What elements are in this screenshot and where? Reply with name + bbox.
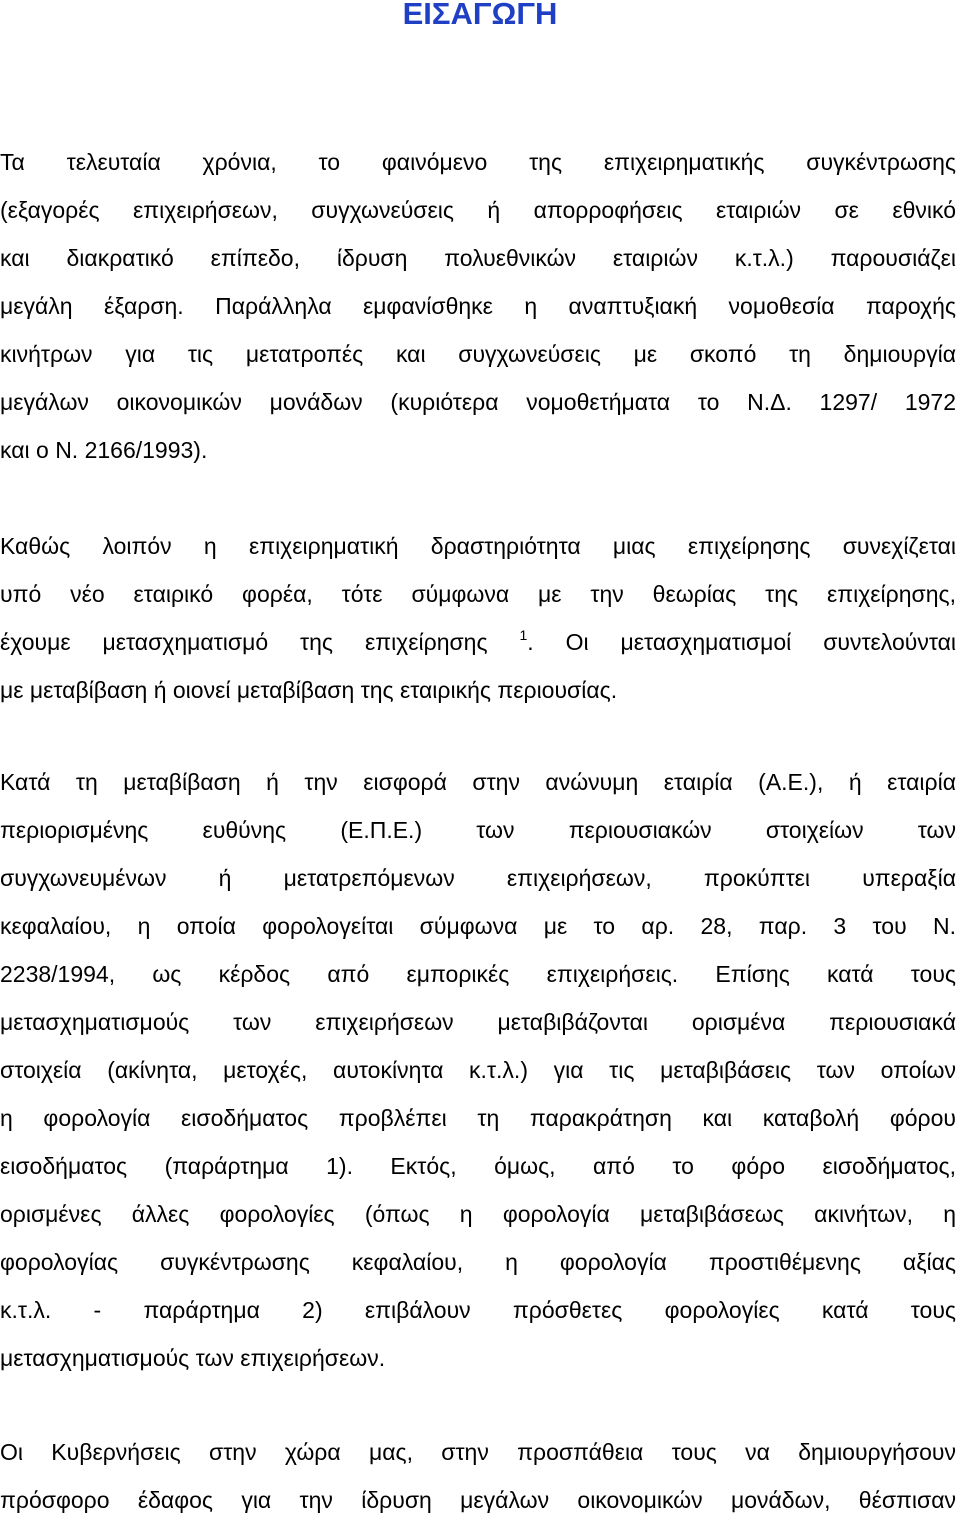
text-segment: έχουμε μετασχηματισμό της επιχείρησης (0, 629, 488, 655)
document-title: ΕΙΣΑΓΩΓΗ (402, 0, 558, 31)
text-line: και ο Ν. 2166/1993). (0, 437, 208, 463)
text-line: εισοδήματος (παράρτημα 1). Εκτός, όμως, από το φόρο εισοδήματος, (0, 1153, 956, 1179)
text-line: πρόσφορο έδαφος για την ίδρυση μεγάλων οικονομικών μονάδων, θέσπισαν (0, 1487, 956, 1513)
text-line: κεφαλαίου, η οποία φορολογείται σύμφωνα με το αρ. 28, παρ. 3 του Ν. (0, 913, 956, 939)
paragraph-4 (0, 1428, 956, 1524)
text-line: μεγάλη έξαρση. Παράλληλα εμφανίσθηκε η αναπτυξιακή νομοθεσία παροχής (0, 293, 956, 319)
text-line: μεγάλων οικονομικών μονάδων (κυριότερα νομοθετήματα το Ν.Δ. 1297/ 1972 (0, 389, 956, 415)
text-line: στοιχεία (ακίνητα, μετοχές, αυτοκίνητα κ.τ.λ.) για τις μεταβιβάσεις των οποίων (0, 1057, 956, 1083)
text-line: μετασχηματισμούς των επιχειρήσεων. (0, 1345, 386, 1371)
text-line: υπό νέο εταιρικό φορέα, τότε σύμφωνα με την θεωρίας της επιχείρησης, (0, 581, 956, 607)
paragraph-2 (0, 522, 956, 714)
text-line: Τα τελευταία χρόνια, το φαινόμενο της επιχειρηματικής συγκέντρωσης (0, 149, 956, 175)
text-line: ορισμένες άλλες φορολογίες (όπως η φορολογία μεταβιβάσεως ακινήτων, η (0, 1201, 956, 1227)
text-line: φορολογίας συγκέντρωσης κεφαλαίου, η φορολογία προστιθέμενης αξίας (0, 1249, 956, 1275)
text-line: η φορολογία εισοδήματος προβλέπει τη παρακράτηση και καταβολή φόρου (0, 1105, 956, 1131)
text-line: Κατά τη μεταβίβαση ή την εισφορά στην ανώνυμη εταιρία (Α.Ε.), ή εταιρία (0, 769, 956, 795)
paragraph-3 (0, 758, 956, 1382)
text-line: περιορισμένης ευθύνης (Ε.Π.Ε.) των περιουσιακών στοιχείων των (0, 817, 956, 843)
text-line: (εξαγορές επιχειρήσεων, συγχωνεύσεις ή απορροφήσεις εταιριών σε εθνικό (0, 197, 956, 223)
footnote-reference[interactable]: 1 (519, 627, 528, 643)
text-line: μετασχηματισμούς των επιχειρήσεων μεταβιβάζονται ορισμένα περιουσιακά (0, 1009, 956, 1035)
text-line: Οι Κυβερνήσεις στην χώρα μας, στην προσπάθεια τους να δημιουργήσουν (0, 1439, 956, 1465)
text-line: Καθώς λοιπόν η επιχειρηματική δραστηριότητα μιας επιχείρησης συνεχίζεται (0, 533, 956, 559)
text-line: 2238/1994, ως κέρδος από εμπορικές επιχειρήσεις. Επίσης κατά τους (0, 961, 956, 987)
text-line-with-footnote (0, 618, 956, 666)
text-line: συγχωνευμένων ή μετατρεπόμενων επιχειρήσεων, προκύπτει υπεραξία (0, 865, 956, 891)
text-line: και διακρατικό επίπεδο, ίδρυση πολυεθνικών εταιριών κ.τ.λ.) παρουσιάζει (0, 245, 956, 271)
text-line: κινήτρων για τις μετατροπές και συγχωνεύσεις με σκοπό τη δημιουργία (0, 341, 956, 367)
paragraph-1 (0, 138, 956, 474)
text-segment: . Οι μετασχηματισμοί συντελούνται (527, 629, 956, 655)
text-line: κ.τ.λ. - παράρτημα 2) επιβάλουν πρόσθετες φορολογίες κατά τους (0, 1297, 956, 1323)
text-line: με μεταβίβαση ή οιονεί μεταβίβαση της εταιρικής περιουσίας. (0, 677, 618, 703)
